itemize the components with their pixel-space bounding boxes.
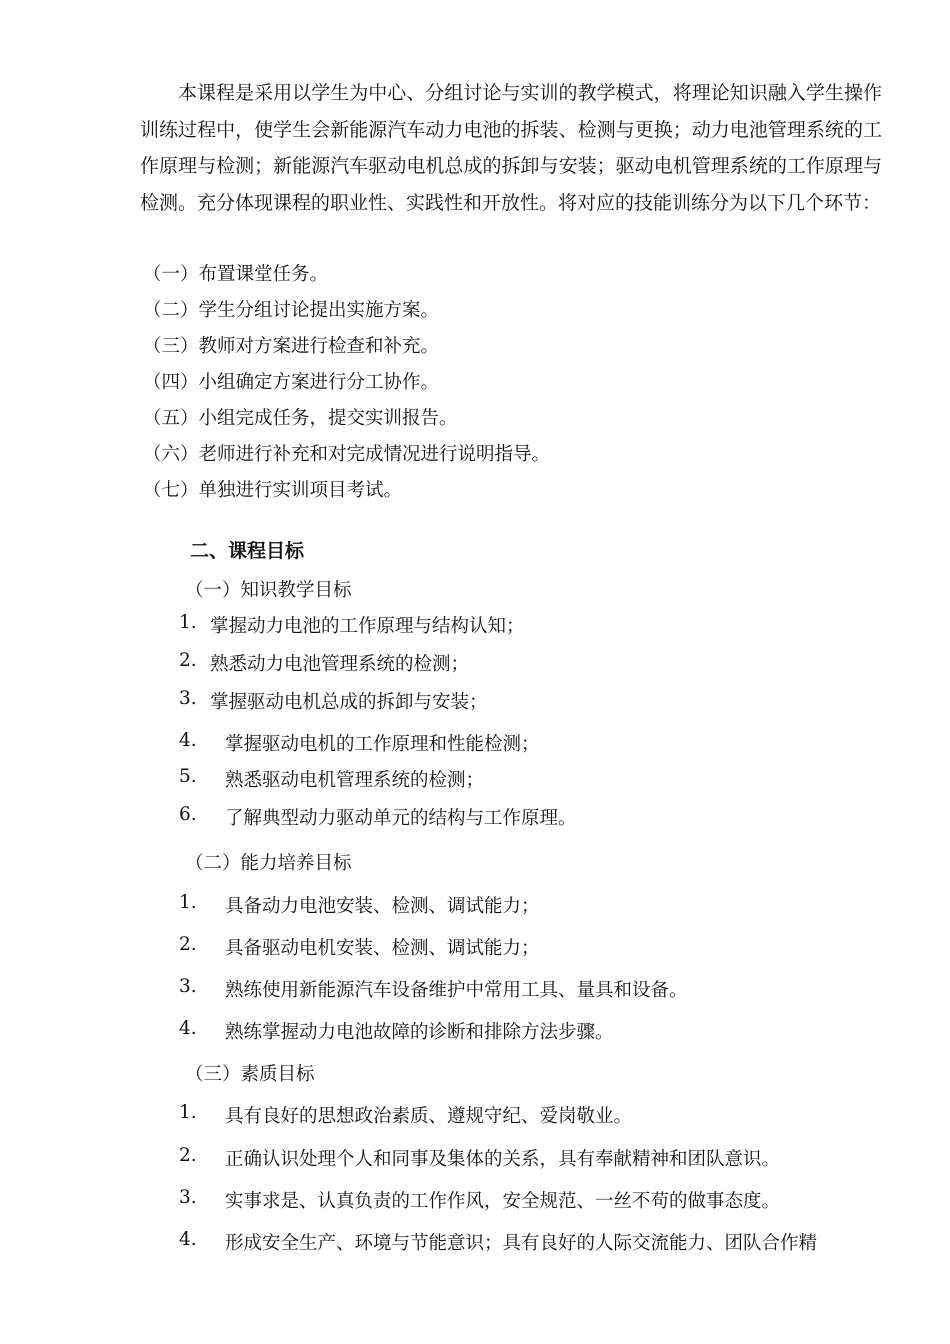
step-item: （七）单独进行实训项目考试。	[143, 480, 403, 501]
step-item: （六）老师进行补充和对完成情况进行说明指导。	[143, 444, 551, 465]
item-number: 4.	[179, 730, 197, 751]
ability-heading: （二）能力培养目标	[185, 853, 352, 874]
item-text: 具备动力电池安装、检测、调试能力；	[225, 896, 540, 917]
item-text: 形成安全生产、环境与节能意识；具有良好的人际交流能力、团队合作精	[225, 1233, 818, 1254]
item-text: 具有良好的思想政治素质、遵规守纪、爱岗敬业。	[225, 1106, 633, 1127]
step-item: （二）学生分组讨论提出实施方案。	[143, 300, 440, 321]
section-title: 二、课程目标	[190, 540, 305, 562]
step-item: （一）布置课堂任务。	[143, 264, 329, 285]
item-text: 具备驱动电机安装、检测、调试能力；	[225, 938, 540, 959]
item-number: 2.	[179, 934, 197, 955]
intro-paragraph: 本课程是采用以学生为中心、分组讨论与实训的教学模式，将理论知识融入学生操作训练过程中，使学生会新能源汽车动力电池的拆装、检测与更换；动力电池管理系统的工作原理与检测；新能源汽车驱动电机总成的拆卸与安装；驱动电机管理系统的工作原理与检测。充分体现课程的职业性、实践性和开放性。将对应的技能训练分为以下几个环节：	[140, 82, 882, 214]
item-number: 2.	[179, 1145, 197, 1166]
item-text: 掌握动力电池的工作原理与结构认知；	[210, 616, 525, 637]
item-text: 熟悉动力电池管理系统的检测；	[210, 654, 470, 675]
item-text: 熟练掌握动力电池故障的诊断和排除方法步骤。	[225, 1022, 614, 1043]
item-number: 3.	[179, 976, 197, 997]
step-item: （三）教师对方案进行检查和补充。	[143, 336, 440, 357]
item-text: 熟练使用新能源汽车设备维护中常用工具、量具和设备。	[225, 980, 688, 1001]
item-number: 1.	[179, 612, 197, 633]
item-number: 2.	[179, 650, 197, 671]
item-number: 4.	[179, 1229, 197, 1250]
item-number: 1.	[179, 1102, 197, 1123]
item-number: 4.	[179, 1018, 197, 1039]
quality-heading: （三）素质目标	[185, 1064, 315, 1085]
item-text: 正确认识处理个人和同事及集体的关系，具有奉献精神和团队意识。	[225, 1149, 781, 1170]
item-text: 熟悉驱动电机管理系统的检测；	[225, 770, 485, 791]
item-number: 3.	[179, 688, 197, 709]
item-text: 掌握驱动电机总成的拆卸与安装；	[210, 692, 488, 713]
item-text: 实事求是、认真负责的工作作风，安全规范、一丝不苟的做事态度。	[225, 1191, 781, 1212]
item-number: 5.	[179, 766, 197, 787]
item-text: 掌握驱动电机的工作原理和性能检测；	[225, 734, 540, 755]
knowledge-heading: （一）知识教学目标	[185, 580, 352, 601]
item-text: 了解典型动力驱动单元的结构与工作原理。	[225, 808, 577, 829]
item-number: 1.	[179, 892, 197, 913]
step-item: （五）小组完成任务，提交实训报告。	[143, 408, 458, 429]
step-item: （四）小组确定方案进行分工协作。	[143, 372, 440, 393]
item-number: 3.	[179, 1187, 197, 1208]
item-number: 6.	[179, 804, 197, 825]
